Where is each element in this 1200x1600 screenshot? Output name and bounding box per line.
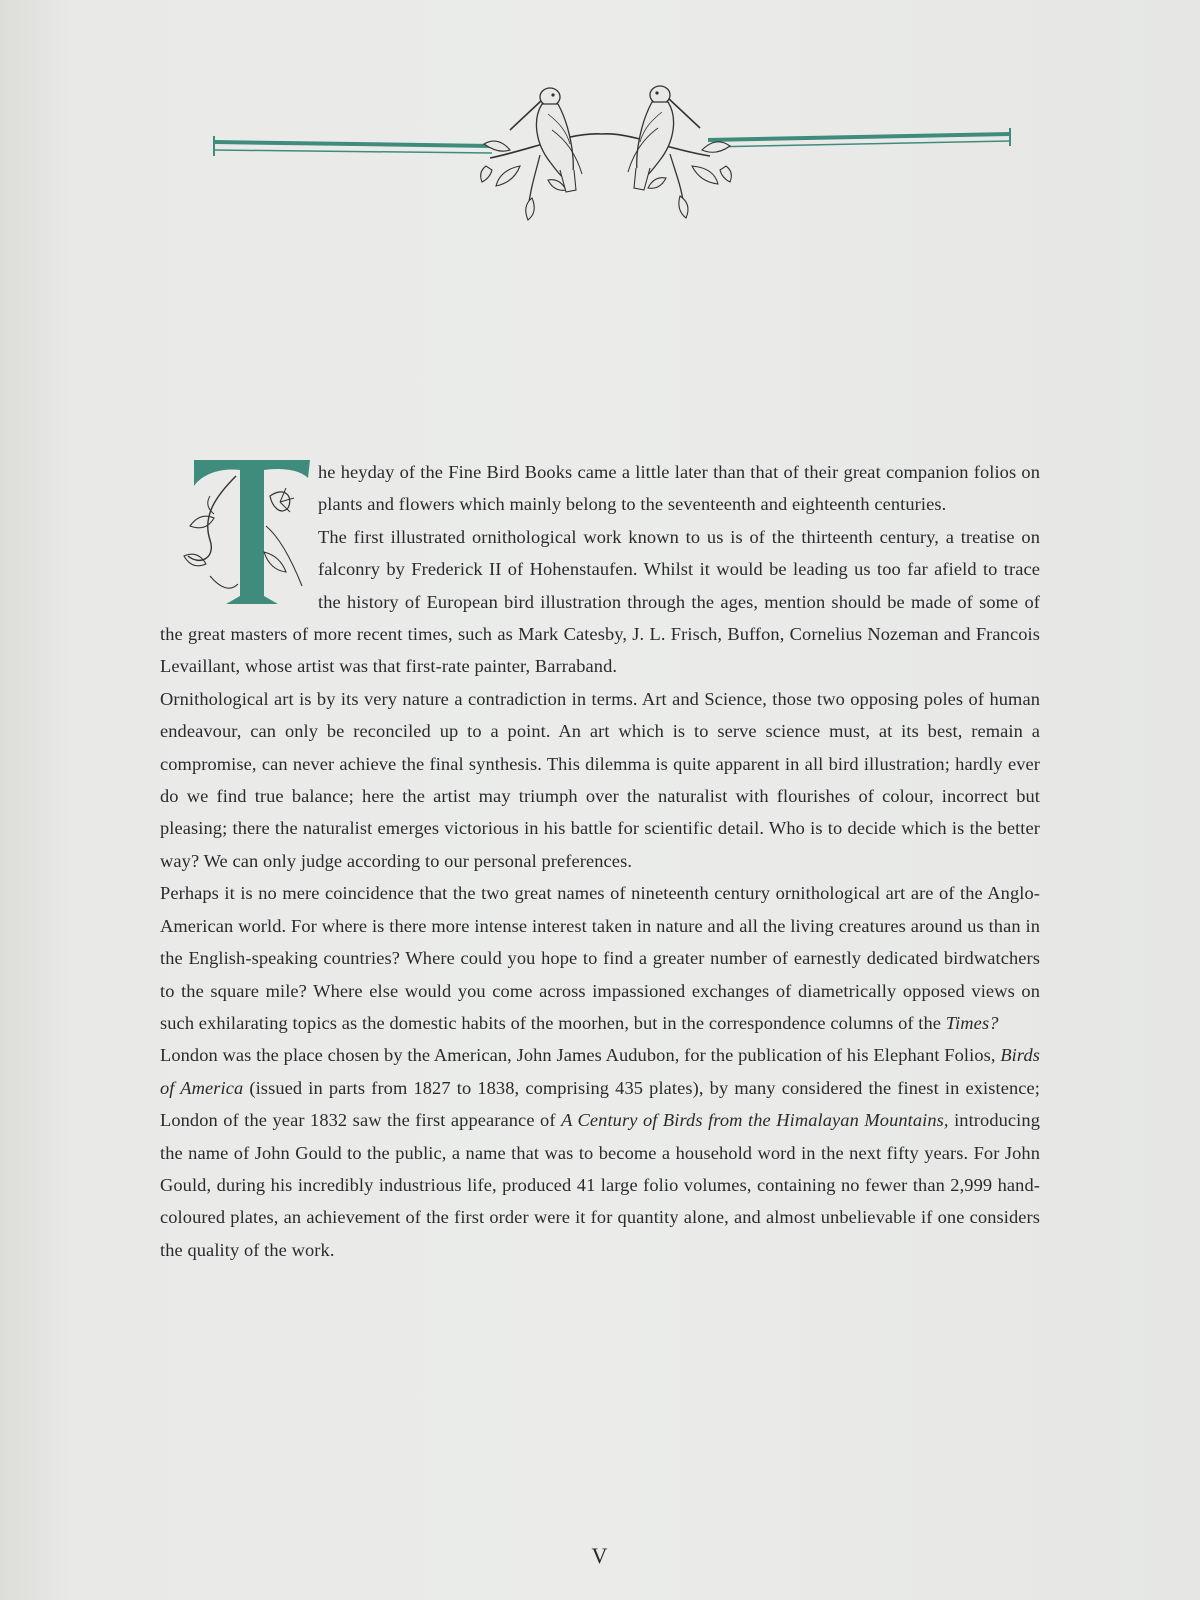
paragraph-3: Ornithological art is by its very nature a contradiction in terms. Art and Science, those two opposing poles of human endeavour, can only be reconciled up to a point. An art which is to serve science must, at its best, remain a compromise, can never achieve the final synthesis. This dilemma is quite apparent in all bird illustration; hardly ever do we find true balance; here the artist may triumph over the naturalist with flourishes of colour, incorrect but pleasing; there the naturalist emerges victorious in his battle for scientific detail. Who is to decide which is the better way? We can only judge according to our personal preferences. bbox=[160, 688, 1040, 871]
paragraph-4 bbox=[160, 877, 1040, 1039]
left-rule bbox=[214, 136, 492, 156]
right-rule bbox=[708, 128, 1010, 147]
floral-drop-cap-icon bbox=[180, 456, 312, 606]
century-of-birds-title: A Century of Birds from the Himalayan Mountains, bbox=[561, 1110, 949, 1131]
hummingbird-pair-ornament-icon bbox=[210, 70, 1040, 230]
page-number: V bbox=[591, 1543, 609, 1568]
body-text bbox=[160, 456, 1040, 1266]
paragraph-4-text: Perhaps it is no mere coincidence that the two great names of nineteenth century ornithological art are of the Anglo-American world. For where is there more intense interest taken in nature and all the living creatures around us than in the English-speaking countries? Where could you hope to find a greater number of earnestly dedicated birdwatchers to the square mile? Where else would you come across impassioned exchanges of diametrically opposed views on such exhilarating topics as the domestic habits of the moorhen, but in the correspondence columns of the bbox=[160, 883, 1040, 1033]
paragraph-5-part2: (issued in parts from 1827 to 1838, comprising 435 plates), by many considered the finest in existence; London of the year 1832 saw the first appearance of bbox=[160, 1077, 1041, 1131]
birds-of-america-title: Birds of America bbox=[160, 1045, 1040, 1098]
left-hummingbird bbox=[510, 88, 582, 192]
paragraph-5-part1: London was the place chosen by the American, John James Audubon, for the publication of his Elephant Folios, bbox=[160, 1045, 1001, 1066]
paragraph-5 bbox=[160, 1039, 1040, 1266]
times-title: Times? bbox=[945, 1012, 999, 1033]
paragraph-5-part3: introducing the name of John Gould to the public, a name that was to become a household word in the next fifty years. For John Gould, during his incredibly industrious life, produced 41 large folio volumes, containing no fewer than 2,999 hand-coloured plates, an achievement of the first order were it for quantity alone, and almost unbelievable if one considers the quality of the work. bbox=[160, 1110, 1040, 1260]
paragraph-2: The first illustrated ornithological work known to us is of the thirteenth century, a treatise on falconry by Frederick II of Hohenstaufen. Whilst it would be leading us too far afield to trace the history of European bird illustration through the ages, mention should be made of some of the great masters of more recent times, such as Mark Catesby, J. L. Frisch, Buffon, Cornelius Nozeman and Francois Levaillant, whose artist was that first-rate painter, Barraband. bbox=[160, 526, 1040, 677]
paragraph-1: he heyday of the Fine Bird Books came a little later than that of their great companion folios on plants and flowers which mainly belong to the seventeenth and eighteenth centuries. bbox=[318, 462, 1040, 515]
